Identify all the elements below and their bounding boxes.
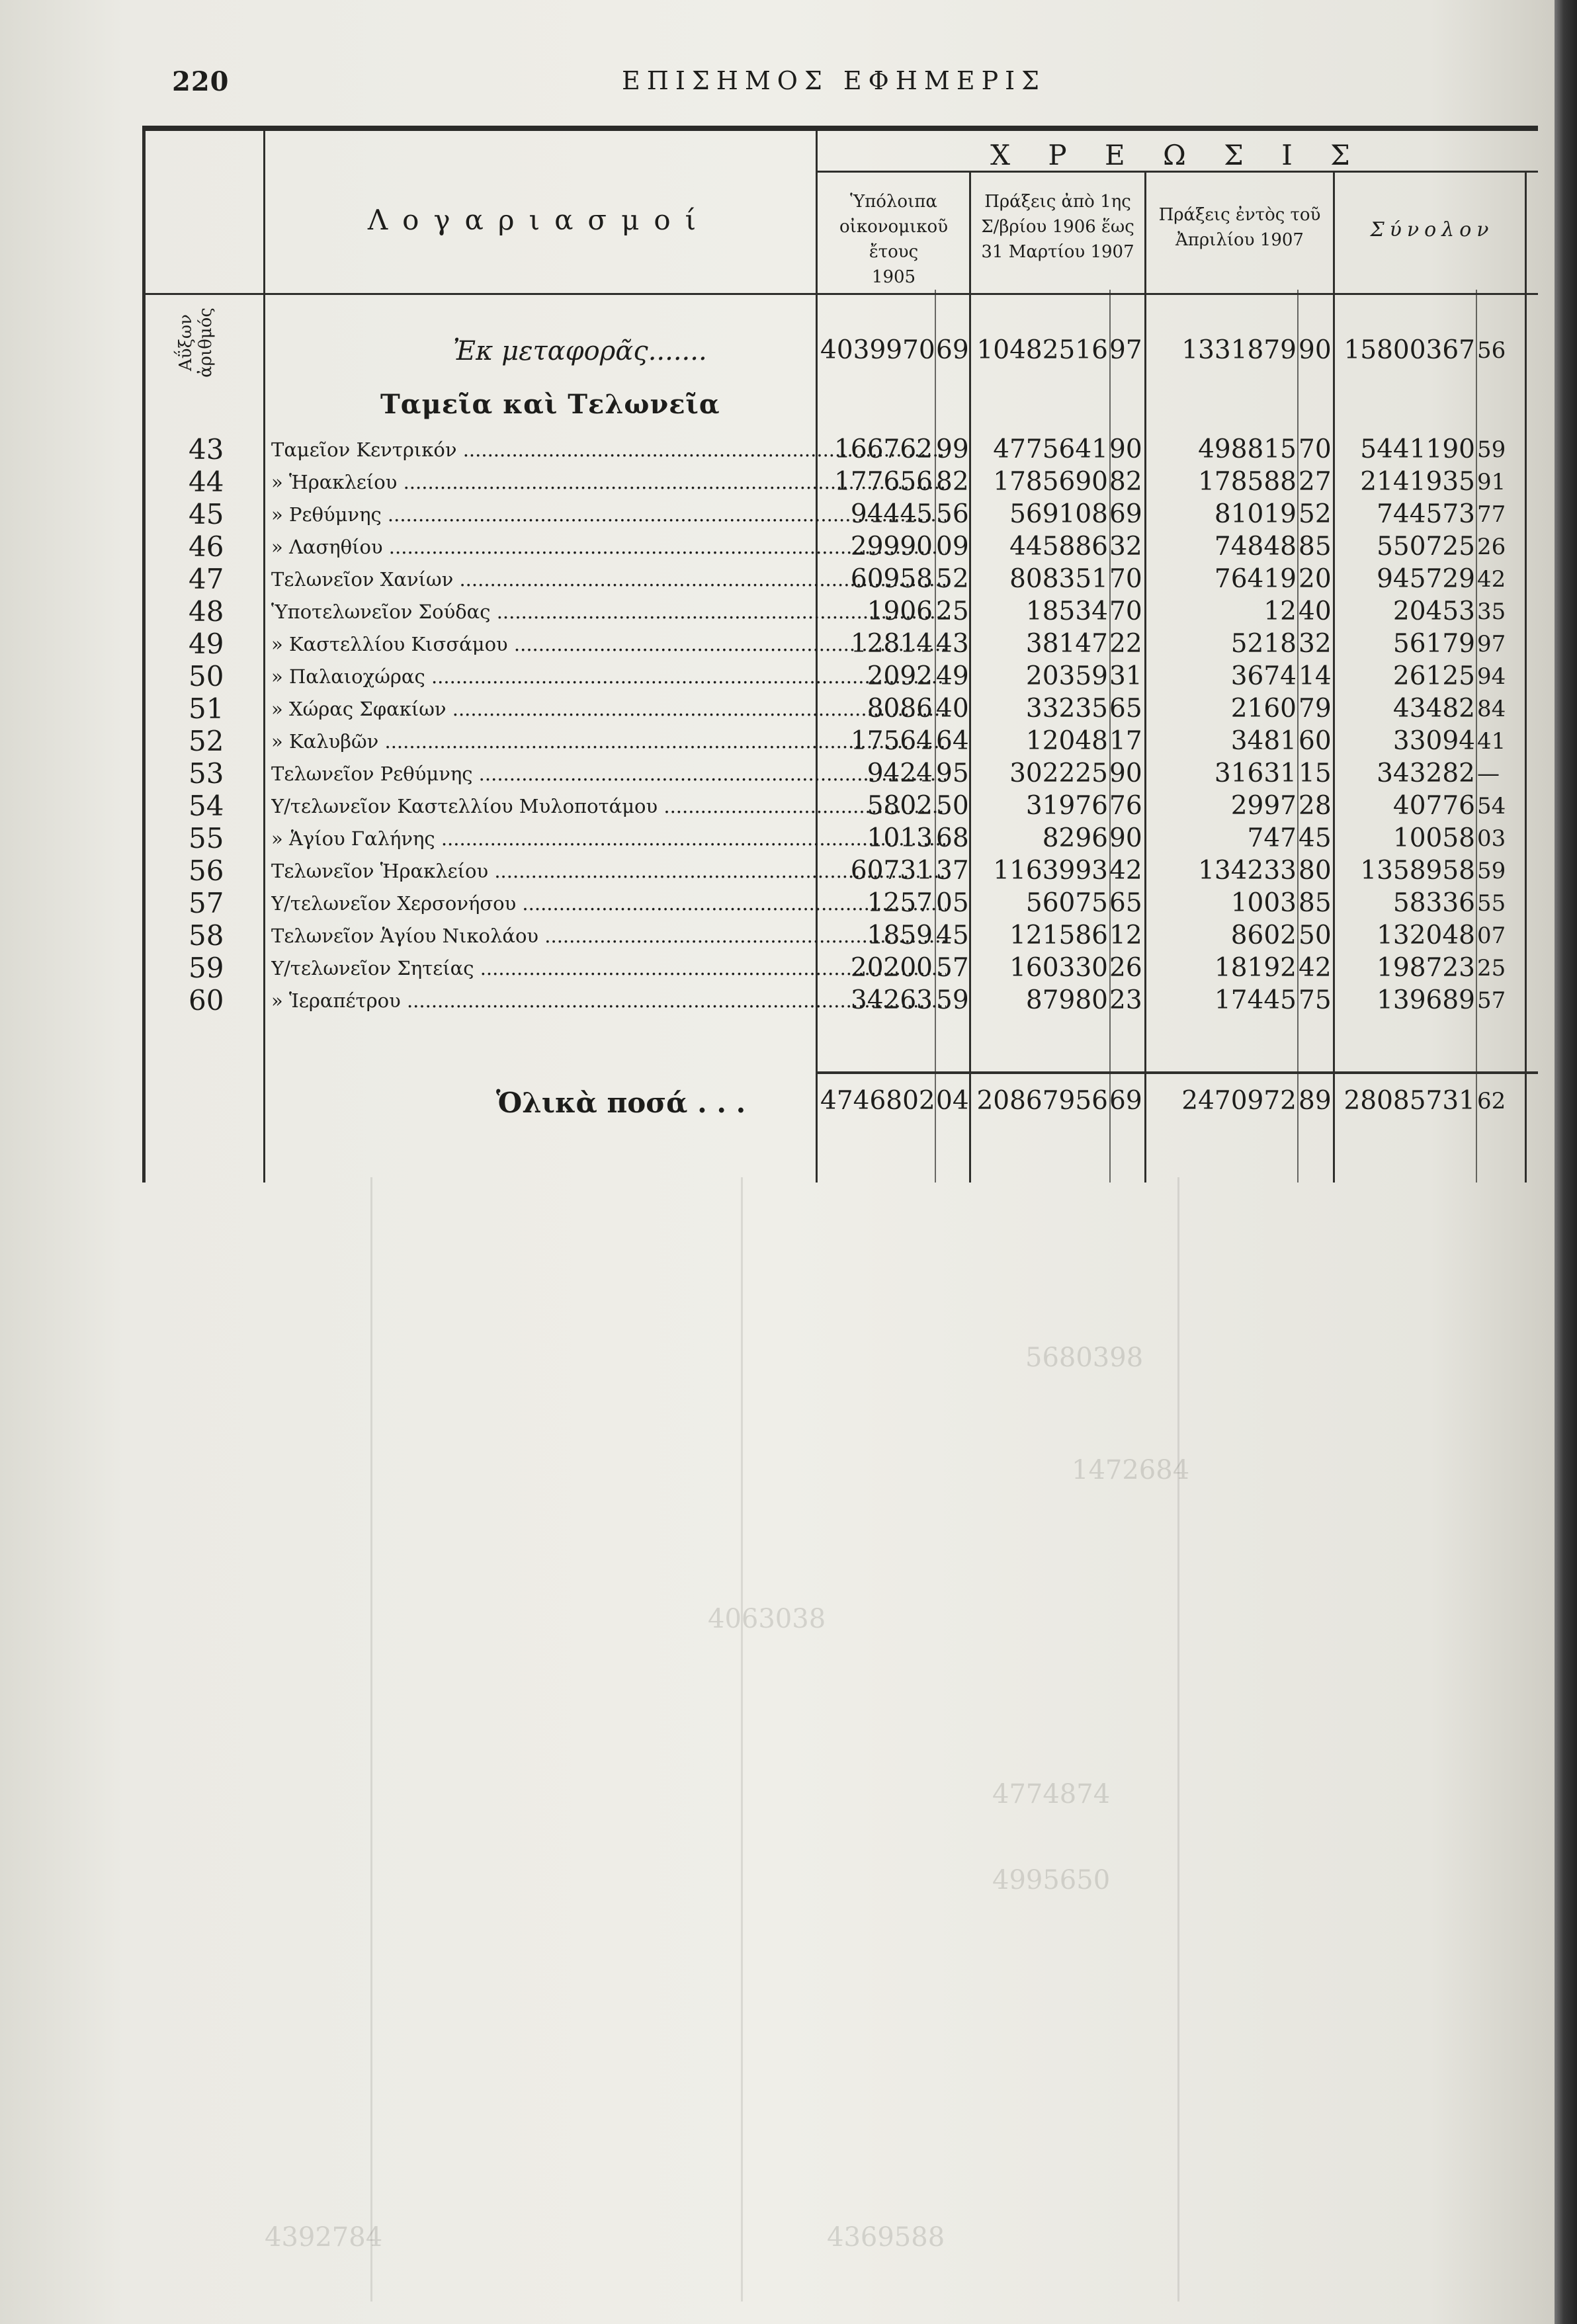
cents-cell: 84 <box>1477 696 1506 722</box>
amount-cell: 1257 <box>867 888 933 918</box>
amount-cell: 8296 <box>1042 823 1108 853</box>
account-label: Ταμεῖον Κεντρικόν ..... <box>271 435 946 464</box>
amount-cell: 2092 <box>867 661 933 691</box>
cents-cell: 90 <box>1109 823 1142 853</box>
amount-cell: 31976 <box>1025 791 1108 821</box>
amount-cell: 945729 <box>1377 564 1475 594</box>
cents-cell: 22 <box>1109 629 1142 659</box>
amount-cell: 160330 <box>1009 953 1108 983</box>
table-row <box>142 662 1538 691</box>
cents-cell: 25 <box>936 597 969 626</box>
cents-cell: 57 <box>936 953 969 983</box>
cents-cell: 42 <box>1299 953 1332 983</box>
table-row <box>142 792 1538 821</box>
cents-cell: 64 <box>936 726 969 756</box>
amount-cell: 33235 <box>1025 694 1108 724</box>
amount-cell: 198723 <box>1377 953 1475 983</box>
account-label: Υ/τελωνεῖον Καστελλίου Μυλοποτάμου ..... <box>271 792 946 821</box>
cents-cell: 94 <box>1477 663 1506 690</box>
cents-cell: 80 <box>1299 856 1332 886</box>
amount-cell: 34263 <box>850 985 933 1015</box>
amount-cell: 31631 <box>1214 759 1297 788</box>
account-label: Τελωνεῖον Ἡρακλείου ..... <box>271 856 946 886</box>
account-label: Τελωνεῖον Ρεθύμνης ..... <box>271 759 946 788</box>
account-label: » Καστελλίου Κισσάμου ..... <box>271 630 946 659</box>
amount-cell: 1358958 <box>1360 856 1475 886</box>
amount-cell: 74848 <box>1214 532 1297 561</box>
amount-cell: 26125 <box>1392 661 1475 691</box>
amount-cell: 18534 <box>1025 597 1108 626</box>
amount-cell: 744573 <box>1377 499 1475 529</box>
page-number: 220 <box>172 66 230 97</box>
cents-cell: 42 <box>1109 856 1142 886</box>
cents-cell: 85 <box>1299 888 1332 918</box>
table-row <box>142 727 1538 756</box>
table-row <box>142 630 1538 659</box>
amount-cell: 139689 <box>1377 985 1475 1015</box>
amount-cell: 121586 <box>1009 921 1108 950</box>
cents-cell: 32 <box>1109 532 1142 561</box>
row-number: 50 <box>189 660 224 692</box>
amount-cell: 302225 <box>1009 759 1108 788</box>
cents-cell: 55 <box>1477 890 1506 917</box>
amount-cell: 33094 <box>1392 726 1475 756</box>
table-row <box>142 954 1538 983</box>
cents-cell: 59 <box>1477 436 1506 463</box>
cents-cell: 69 <box>1109 499 1142 529</box>
table-row <box>142 435 1538 464</box>
table-row <box>142 694 1538 724</box>
cents-cell: 85 <box>1299 532 1332 561</box>
row-number: 55 <box>189 822 224 854</box>
amount-cell: 132048 <box>1377 921 1475 950</box>
row-number: 44 <box>189 466 224 498</box>
cents-cell: 77 <box>1477 501 1506 528</box>
amount-cell: 3674 <box>1230 661 1297 691</box>
cents-cell: 68 <box>936 823 969 853</box>
amount-cell: 12 <box>1263 597 1297 626</box>
cents-cell: 52 <box>1299 499 1332 529</box>
amount-cell: 76419 <box>1214 564 1297 594</box>
amount-cell: 20359 <box>1025 661 1108 691</box>
amount-cell: 1003 <box>1230 888 1297 918</box>
account-label: » Καλυβῶν ..... <box>271 727 946 756</box>
row-number: 47 <box>189 563 224 595</box>
cents-cell: 41 <box>1477 728 1506 755</box>
amount-cell: 4775641 <box>993 435 1108 464</box>
account-label: » Ἁγίου Γαλήνης ..... <box>271 824 946 853</box>
amount-cell: 43482 <box>1392 694 1475 724</box>
account-label: Υ/τελωνεῖον Σητείας ..... <box>271 954 946 983</box>
row-number: 54 <box>189 790 224 822</box>
amount-cell: 17445 <box>1214 985 1297 1015</box>
amount-cell: 8602 <box>1230 921 1297 950</box>
cents-cell: 40 <box>1299 597 1332 626</box>
amount-cell: 5441190 <box>1360 435 1475 464</box>
row-number: 45 <box>189 498 224 530</box>
amount-cell: 5802 <box>867 791 933 821</box>
cents-cell: 65 <box>1109 888 1142 918</box>
amount-cell: 550725 <box>1377 532 1475 561</box>
cents-cell: 07 <box>1477 923 1506 949</box>
table-row <box>142 856 1538 886</box>
row-number: 59 <box>189 952 224 984</box>
amount-cell: 8086 <box>867 694 933 724</box>
cents-cell: 59 <box>936 985 969 1015</box>
cents-cell: 79 <box>1299 694 1332 724</box>
cents-cell: 45 <box>936 921 969 950</box>
ledger-table <box>142 126 1538 1183</box>
totals-row: Ὁλικὰ ποσά . . . 4746802 04 20867956 69 2470972 89 28085731 62 <box>496 1086 1506 1119</box>
cents-cell: 59 <box>1477 858 1506 884</box>
table-row <box>142 889 1538 918</box>
row-number: 51 <box>189 692 224 725</box>
account-label: Τελωνεῖον Χανίων ..... <box>271 565 946 594</box>
cents-cell: 20 <box>1299 564 1332 594</box>
row-number: 48 <box>189 595 224 628</box>
amount-cell: 1013 <box>867 823 933 853</box>
amount-cell: 1785690 <box>993 467 1108 497</box>
total-header: Σύνολον <box>1370 218 1494 241</box>
amount-cell: 3481 <box>1230 726 1297 756</box>
row-number: 56 <box>189 854 224 887</box>
row-number: 60 <box>189 984 224 1017</box>
amount-cell: 18192 <box>1214 953 1297 983</box>
cents-cell: 70 <box>1299 435 1332 464</box>
amount-cell: 81019 <box>1214 499 1297 529</box>
cents-cell: 43 <box>936 629 969 659</box>
cents-cell: — <box>1477 761 1500 787</box>
cents-cell: 23 <box>1109 985 1142 1015</box>
cents-cell: 95 <box>936 759 969 788</box>
amount-cell: 498815 <box>1198 435 1297 464</box>
account-label: » Ἡρακλείου ..... <box>271 468 946 497</box>
account-label: » Ρεθύμνης ..... <box>271 500 946 529</box>
amount-cell: 56179 <box>1392 629 1475 659</box>
cents-cell: 70 <box>1109 597 1142 626</box>
amount-cell: 60731 <box>850 856 933 886</box>
amount-cell: 343282 <box>1377 759 1475 788</box>
amount-cell: 445886 <box>1009 532 1108 561</box>
cents-cell: 56 <box>936 499 969 529</box>
cents-cell: 28 <box>1299 791 1332 821</box>
amount-cell: 10058 <box>1392 823 1475 853</box>
cents-cell: 50 <box>936 791 969 821</box>
amount-cell: 9424 <box>867 759 933 788</box>
row-number: 58 <box>189 919 224 952</box>
amount-cell: 87980 <box>1025 985 1108 1015</box>
cents-cell: 35 <box>1477 599 1506 625</box>
cents-cell: 54 <box>1477 793 1506 819</box>
cents-cell: 26 <box>1109 953 1142 983</box>
cents-cell: 99 <box>936 435 969 464</box>
cents-cell: 12 <box>1109 921 1142 950</box>
amount-cell: 178588 <box>1198 467 1297 497</box>
cents-cell: 45 <box>1299 823 1332 853</box>
cents-cell: 42 <box>1477 566 1506 593</box>
table-row <box>142 565 1538 594</box>
amount-cell: 166762 <box>834 435 933 464</box>
cents-cell: 65 <box>1109 694 1142 724</box>
amount-cell: 1859 <box>867 921 933 950</box>
account-label: » Χώρας Σφακίων ..... <box>271 694 946 724</box>
cents-cell: 17 <box>1109 726 1142 756</box>
cents-cell: 25 <box>1477 955 1506 981</box>
serial-number-header: Αΰξων ἀριθμός <box>176 308 216 378</box>
cents-cell: 60 <box>1299 726 1332 756</box>
running-head: ΕΠΙΣΗΜΟΣ ΕΦΗΜΕΡΙΣ <box>622 66 1046 95</box>
cents-cell: 40 <box>936 694 969 724</box>
amount-cell: 134233 <box>1198 856 1297 886</box>
accounts-header: Λογαριασμοί <box>367 204 711 236</box>
amount-cell: 2997 <box>1230 791 1297 821</box>
amount-cell: 58336 <box>1392 888 1475 918</box>
amount-cell: 38147 <box>1025 629 1108 659</box>
amount-cell: 20453 <box>1392 597 1475 626</box>
remainders-header: Ὑπόλοιπα οἰκονομικοῦ ἔτους 1905 <box>839 192 948 287</box>
amount-cell: 1906 <box>867 597 933 626</box>
amount-cell: 56075 <box>1025 888 1108 918</box>
section-title: Ταμεῖα καὶ Τελωνεῖα <box>380 389 720 420</box>
totals-label: Ὁλικὰ ποσά . . . <box>496 1087 746 1119</box>
cents-cell: 31 <box>1109 661 1142 691</box>
table-row <box>142 824 1538 853</box>
account-label: » Λασηθίου ..... <box>271 532 946 561</box>
account-label: Τελωνεῖον Ἁγίου Νικολάου ..... <box>271 921 946 950</box>
cents-cell: 70 <box>1109 564 1142 594</box>
row-number: 52 <box>189 725 224 757</box>
table-row <box>142 500 1538 529</box>
cents-cell: 37 <box>936 856 969 886</box>
amount-cell: 808351 <box>1009 564 1108 594</box>
cents-cell: 15 <box>1299 759 1332 788</box>
table-row <box>142 468 1538 497</box>
cents-cell: 91 <box>1477 469 1506 495</box>
row-number: 46 <box>189 530 224 563</box>
amount-cell: 60958 <box>850 564 933 594</box>
account-label: Υ/τελωνεῖον Χερσονήσου ..... <box>271 889 946 918</box>
cents-cell: 50 <box>1299 921 1332 950</box>
table-row <box>142 597 1538 626</box>
amount-cell: 5218 <box>1230 629 1297 659</box>
carried-forward-label: Ἐκ μεταφορᾶς....... <box>453 336 707 366</box>
account-label: » Παλαιοχώρας ..... <box>271 662 946 691</box>
cents-cell: 82 <box>936 467 969 497</box>
cents-cell: 90 <box>1109 435 1142 464</box>
row-number: 57 <box>189 887 224 919</box>
amount-cell: 29990 <box>850 532 933 561</box>
carried-forward-row: Ἐκ μεταφορᾶς....... 4039970 69 10482516 97 1331879 90 15800367 56 <box>453 335 1506 366</box>
amount-cell: 17564 <box>850 726 933 756</box>
debits-header: Χ Ρ Ε Ω Σ Ι Σ <box>990 139 1365 171</box>
cents-cell: 03 <box>1477 825 1506 852</box>
row-number: 49 <box>189 628 224 660</box>
transactions-period-header: Πράξεις ἀπὸ 1ης Σ/βρίου 1906 ἕως 31 Μαρτίου 1907 <box>981 192 1134 262</box>
table-row <box>142 759 1538 788</box>
amount-cell: 569108 <box>1009 499 1108 529</box>
cents-cell: 57 <box>1477 987 1506 1014</box>
cents-cell: 49 <box>936 661 969 691</box>
table-row <box>142 532 1538 561</box>
transactions-april-header: Πράξεις ἐντὸς τοῦ Ἀπριλίου 1907 <box>1158 205 1321 250</box>
amount-cell: 2160 <box>1230 694 1297 724</box>
amount-cell: 94445 <box>850 499 933 529</box>
cents-cell: 26 <box>1477 534 1506 560</box>
amount-cell: 12814 <box>850 629 933 659</box>
binding-edge <box>1555 0 1577 2324</box>
cents-cell: 76 <box>1109 791 1142 821</box>
account-label: » Ἱεραπέτρου ..... <box>271 986 946 1015</box>
amount-cell: 747 <box>1247 823 1297 853</box>
cents-cell: 97 <box>1477 631 1506 657</box>
row-number: 43 <box>189 433 224 466</box>
cents-cell: 14 <box>1299 661 1332 691</box>
account-label: Ὑποτελωνεῖον Σούδας ..... <box>271 597 946 626</box>
amount-cell: 1163993 <box>993 856 1108 886</box>
row-number: 53 <box>189 757 224 790</box>
cents-cell: 90 <box>1109 759 1142 788</box>
cents-cell: 27 <box>1299 467 1332 497</box>
cents-cell: 05 <box>936 888 969 918</box>
amount-cell: 40776 <box>1392 791 1475 821</box>
cents-cell: 52 <box>936 564 969 594</box>
amount-cell: 2141935 <box>1360 467 1475 497</box>
table-row <box>142 986 1538 1015</box>
cents-cell: 82 <box>1109 467 1142 497</box>
amount-cell: 177656 <box>834 467 933 497</box>
amount-cell: 12048 <box>1025 726 1108 756</box>
cents-cell: 75 <box>1299 985 1332 1015</box>
amount-cell: 20200 <box>850 953 933 983</box>
cents-cell: 32 <box>1299 629 1332 659</box>
table-row <box>142 921 1538 950</box>
cents-cell: 09 <box>936 532 969 561</box>
